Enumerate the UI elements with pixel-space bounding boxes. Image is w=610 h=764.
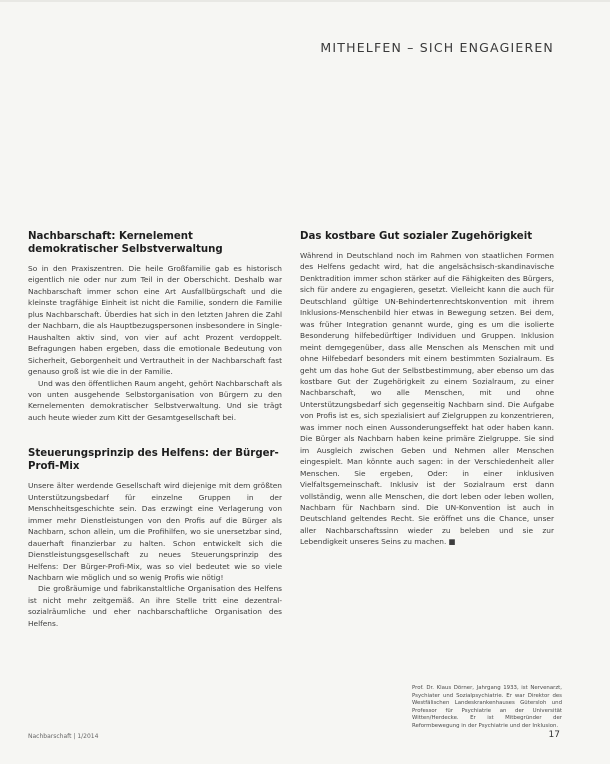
heading-zugehoerigkeit: Das kostbare Gut sozialer Zugehörigkeit: [300, 231, 533, 242]
right-column: [300, 230, 554, 548]
heading-steuerungsprinzip: Steuerungsprinzip des Helfens: der Bürger-Profi-Mix: [28, 448, 279, 473]
end-of-article-mark: ■: [448, 537, 456, 547]
left-column: [28, 230, 282, 629]
footer-publication: Nachbarschaft | 1/2014: [28, 733, 99, 740]
paragraph-text: Während in Deutschland noch im Rahmen von staatlichen Formen des Helfens gedacht wird, hat die angelsächsisch-skandinavische Denktradition immer schon stärker auf die Fähigkeiten des Bürgers, sich für andere zu engagieren, gesetzt. Vielleicht kann die auch für Deutschland gültige UN-Behindertenrechtskonvention mit ihrem Inklusions-Menschenbild hier etwas in Bewegung setzen. Bei dem, was früher Integration genannt wurde, ging es um die isolierte Besonderung hilfebedürftiger Individuen und Gruppen. Inklusion meint demgegenüber, dass alle Menschen als Menschen mit und ohne Hilfebedarf besonders mit einem bestimmten Sozialraum. Es geht um das hohe Gut der Selbstbestimmung, aber ebenso um das kostbare Gut der Zugehörigkeit zu einem Sozialraum, zu einer Nachbarschaft, wo alle Menschen, mit und ohne Unterstützungsbedarf sich gegenseitig Nachbarn sind. Die Aufgabe von Profis ist es, sich spezialisiert auf Zielgruppen zu konzentrieren, was immer noch einen Aussonderungseffekt hat oder haben kann. Die Bürger als Nachbarn haben keine primäre Zielgruppe. Sie sind im Ausgleich zwischen Geben und Nehmen aller Menschen eingespielt. Man könnte auch sagen: in der Verschiedenheit aller Menschen. Sie ergeben, Oder: in einer inklusiven Vielfaltsgemeinschaft. Inklusiv ist der Sozialraum erst dann vollständig, wenn alle Menschen, die dort leben oder leben wollen, Nachbarn für Nachbarn sind. Die UN-Konvention ist auch in Deutschland geltendes Recht. Sie eröffnet uns die Chance, unser aller Nachbarschaftssinn wieder zu beleben und sie zur Lebendigkeit unseres Seins zu machen.: [300, 251, 554, 547]
paragraph: Unsere älter werdende Gesellschaft wird diejenige mit dem größten Unterstützungsbedarf für einzelne Gruppen in der Menschheitsgeschichte sein. Das erzwingt eine Verlagerung von immer mehr Dienstleistungen von den Profis auf die Bürger als Nachbarn, schon allein, um die Profihilfen, wo sie unersetzbar sind, dauerhaft finanzierbar zu halten. Schon entwickelt sich die Dienstleistungsgesellschaft zu neues Steuerungsprinzip des Helfens: Der Bürger-Profi-Mix, was so viel bedeutet wie so viele Nachbarn wie möglich und so wenig Profis wie nötig!: [28, 481, 282, 582]
section-label: MITHELFEN – SICH ENGAGIEREN: [320, 40, 554, 55]
author-footnote: Prof. Dr. Klaus Dörner, Jahrgang 1933, ist Nervenarzt, Psychiater und Sozialpsychiatrie. Er war Direktor des Westfälischen Landeskrankenhauses Gütersloh und Professor für Psychiatrie an der Universität Witten/Herdecke. Er ist Mitbegründer der Reformbewegung in der Psychiatrie und der Inklusion.: [412, 685, 562, 729]
page-number: 17: [548, 730, 560, 740]
paragraph: So in den Praxiszentren. Die heile Großfamilie gab es historisch eigentlich nie oder nur zum Teil in der Oberschicht. Deshalb war Nachbarschaft immer schon eine Art Ausfallbürgschaft und die kleinste tragfähige Einheit ist nicht die Familie, sondern die Familie plus Nachbarschaft. Überdies hat sich in den letzten Jahren die Zahl der Nachbarn, die als Hauptbezugspersonen insbesondere in Single-Haushalten aktiv sind, von vier auf acht Prozent verdoppelt. Befragungen haben ergeben, dass die emotionale Bedeutung von Sicherheit, Geborgenheit und Vertrautheit in der Nachbarschaft fast genauso groß ist wie die in der Familie.: [28, 264, 282, 377]
top-edge: [0, 0, 610, 2]
paragraph: Die großräumige und fabrikanstaltliche Organisation des Helfens ist nicht mehr zeitgemäß. An ihre Stelle tritt eine dezentral-sozialräumliche und eher nachbarschaftliche Organisation des Helfens.: [28, 584, 282, 628]
heading-nachbarschaft: Nachbarschaft: Kernelement demokratischer Selbstverwaltung: [28, 231, 223, 255]
paragraph: Und was den öffentlichen Raum angeht, gehört Nachbarschaft als von unten ausgehende Selbstorganisation von Bürgern zu den Kernelementen demokratischer Selbstverwaltung. Und sie trägt auch heute wieder zum Kitt der Gesamtgesellschaft bei.: [28, 378, 282, 422]
paragraph: [300, 250, 554, 548]
